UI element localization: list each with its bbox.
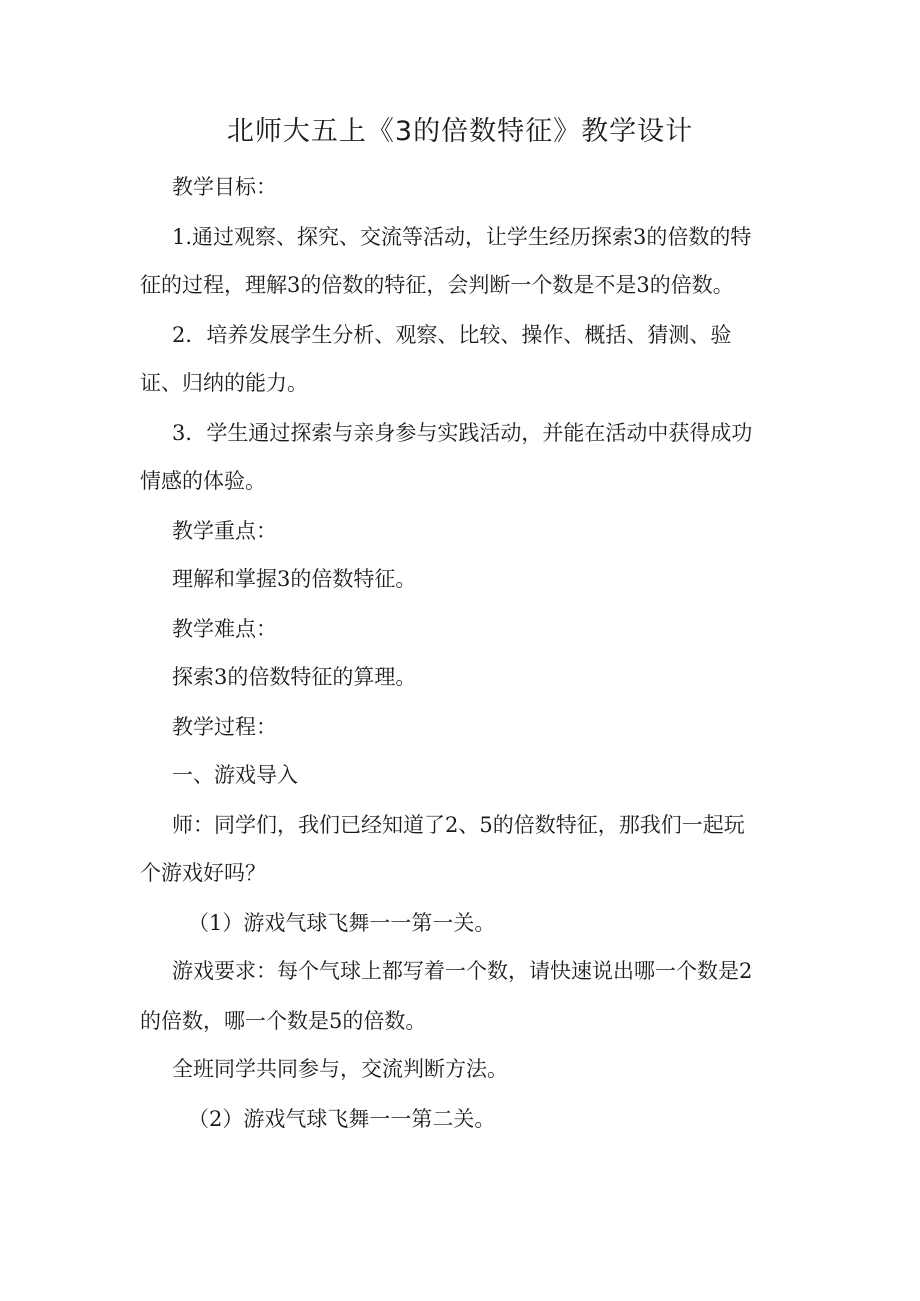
goal-1-line-1: 1.通过观察、探究、交流等活动，让学生经历探索3的倍数的特	[172, 225, 752, 249]
document-title: 北师大五上《3的倍数特征》教学设计	[226, 116, 694, 147]
goal-3-line-1: 3．学生通过探索与亲身参与实践活动，并能在活动中获得成功	[172, 421, 753, 445]
section-game-intro: 一、游戏导入	[172, 763, 298, 787]
teacher-line-1: 师：同学们，我们已经知道了2、5的倍数特征，那我们一起玩	[172, 813, 745, 837]
key-points-text: 理解和掌握3的倍数特征。	[172, 567, 417, 591]
class-participation: 全班同学共同参与，交流判断方法。	[172, 1057, 508, 1081]
heading-teaching-goals: 教学目标：	[172, 175, 277, 199]
game-level-2: （2）游戏气球飞舞一一第二关。	[188, 1107, 496, 1131]
game-rule-line-1: 游戏要求：每个气球上都写着一个数，请快速说出哪一个数是2	[172, 959, 753, 983]
game-level-1: （1）游戏气球飞舞一一第一关。	[188, 911, 496, 935]
heading-process: 教学过程：	[172, 715, 277, 739]
goal-1-line-2: 征的过程，理解3的倍数的特征，会判断一个数是不是3的倍数。	[140, 273, 734, 297]
goal-3-line-2: 情感的体验。	[140, 469, 266, 493]
goal-2-line-1: 2．培养发展学生分析、观察、比较、操作、概括、猜测、验	[172, 323, 732, 347]
teacher-line-2: 个游戏好吗？	[140, 861, 266, 885]
heading-key-points: 教学重点：	[172, 519, 277, 543]
game-rule-line-2: 的倍数，哪一个数是5的倍数。	[140, 1009, 427, 1033]
goal-2-line-2: 证、归纳的能力。	[140, 371, 308, 395]
heading-difficulties: 教学难点：	[172, 617, 277, 641]
difficulties-text: 探索3的倍数特征的算理。	[172, 665, 417, 689]
